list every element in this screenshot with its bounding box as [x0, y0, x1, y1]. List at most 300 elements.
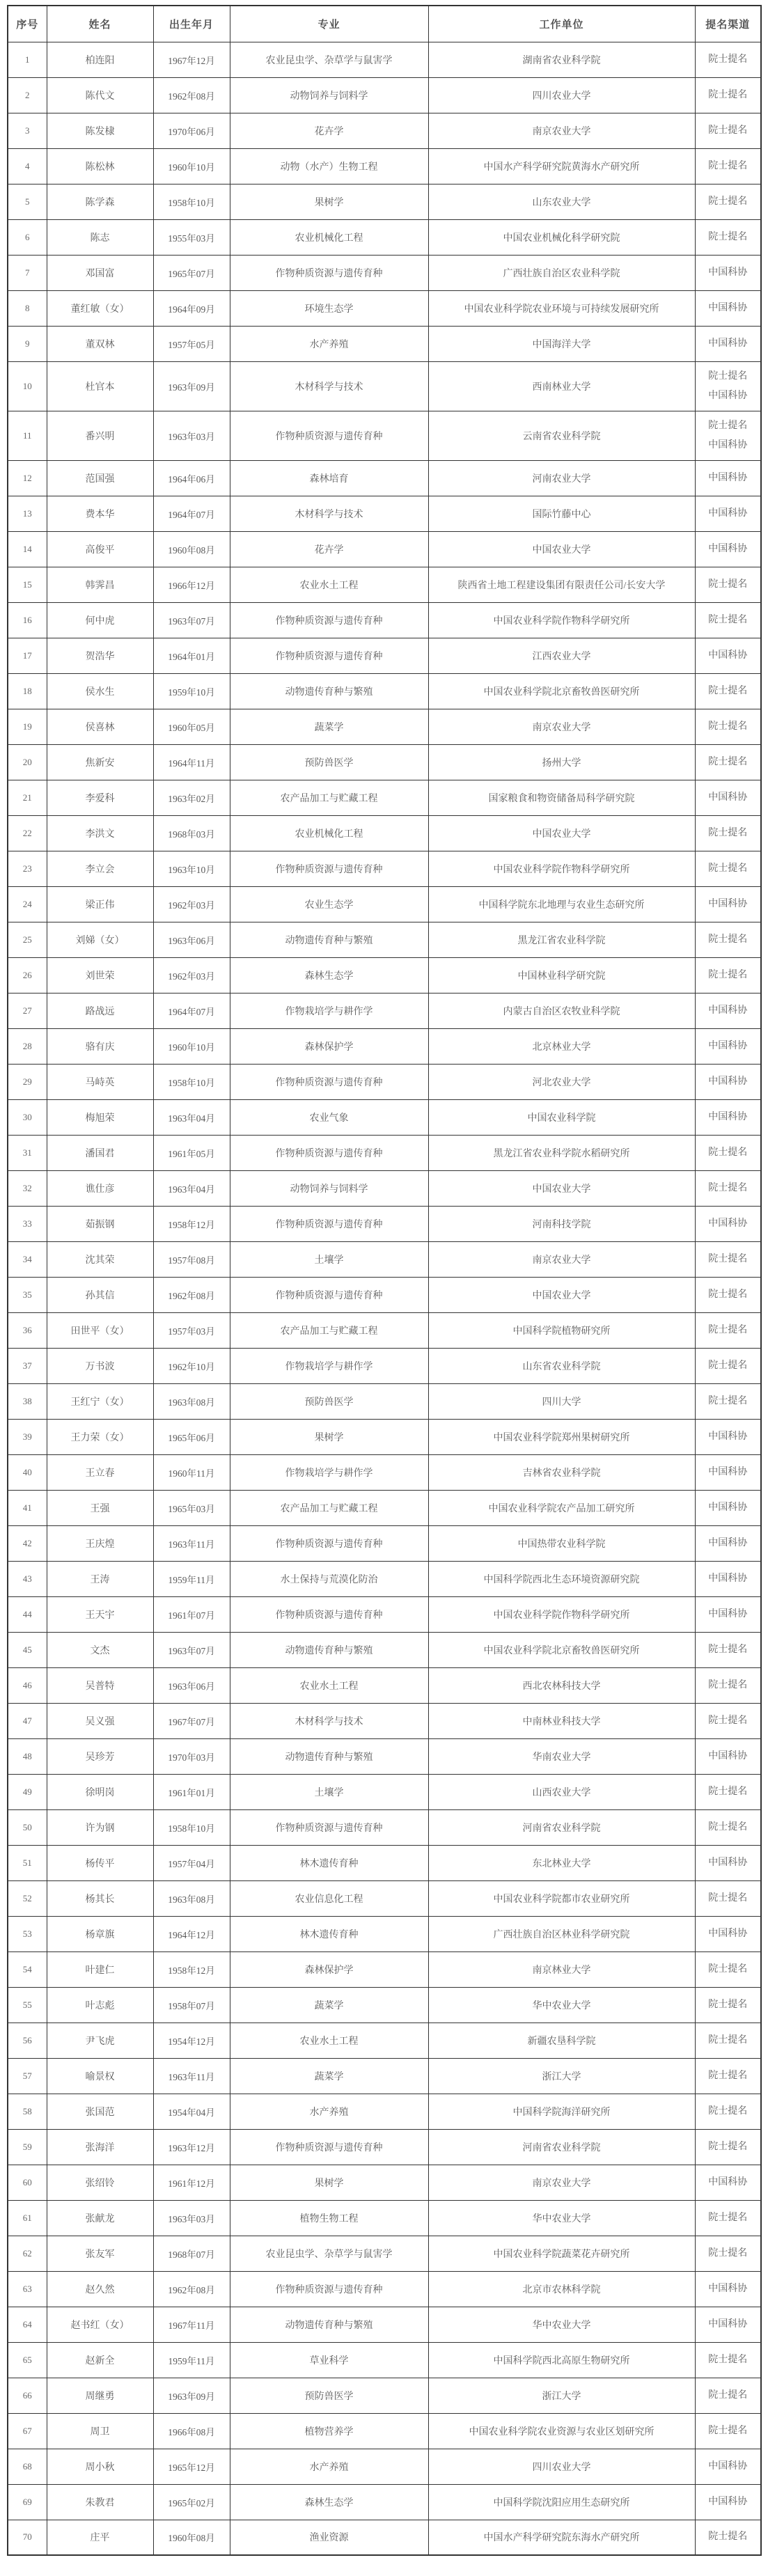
cell-org: 中国水产科学研究院东海水产研究所 — [428, 2520, 695, 2555]
channel-label: 院士提名 — [708, 1324, 748, 1335]
cell-major: 农业生态学 — [230, 886, 428, 922]
table-row — [8, 2023, 761, 2058]
cell-major: 农产品加工与贮藏工程 — [230, 1490, 428, 1525]
cell-org: 中国农业大学 — [428, 815, 695, 851]
cell-name: 何中虎 — [47, 602, 153, 638]
cell-channel — [695, 496, 761, 531]
table-row — [8, 219, 761, 255]
cell-channel — [695, 1383, 761, 1419]
cell-birth: 1965年06月 — [153, 1419, 230, 1454]
cell-channel — [695, 1312, 761, 1348]
cell-name: 范国强 — [47, 460, 153, 496]
cell-org: 南京农业大学 — [428, 1241, 695, 1277]
cell-serial: 19 — [8, 709, 47, 744]
cell-org: 南京农业大学 — [428, 709, 695, 744]
cell-serial: 51 — [8, 1845, 47, 1880]
cell-major: 农业水土工程 — [230, 2023, 428, 2058]
channel-label: 院士提名 — [708, 1679, 748, 1690]
cell-birth: 1965年12月 — [153, 2449, 230, 2484]
channel-label: 中国科协 — [708, 439, 748, 450]
cell-channel — [695, 638, 761, 673]
cell-channel — [695, 1667, 761, 1703]
cell-serial: 50 — [8, 1809, 47, 1845]
cell-org: 中国农业科学院农业资源与农业区划研究所 — [428, 2413, 695, 2449]
cell-name: 高俊平 — [47, 531, 153, 567]
cell-major: 作物种质资源与遗传育种 — [230, 1277, 428, 1312]
table-row — [8, 567, 761, 602]
cell-serial: 11 — [8, 411, 47, 460]
cell-name: 孙其信 — [47, 1277, 153, 1312]
cell-channel — [695, 1880, 761, 1916]
cell-org: 河南农业大学 — [428, 460, 695, 496]
channel-label: 中国科协 — [708, 1608, 748, 1619]
cell-major: 动物遗传育种与繁殖 — [230, 1632, 428, 1667]
cell-name: 番兴明 — [47, 411, 153, 460]
cell-serial: 40 — [8, 1454, 47, 1490]
cell-name: 梁正伟 — [47, 886, 153, 922]
cell-channel — [695, 2058, 761, 2094]
cell-name: 朱教君 — [47, 2484, 153, 2520]
cell-major: 预防兽医学 — [230, 744, 428, 780]
cell-channel — [695, 77, 761, 113]
cell-birth: 1968年07月 — [153, 2236, 230, 2271]
cell-major: 植物生物工程 — [230, 2200, 428, 2236]
channel-label: 中国科协 — [708, 2283, 748, 2294]
channel-label: 院士提名 — [708, 125, 748, 136]
channel-label: 院士提名 — [708, 89, 748, 100]
channel-label: 中国科协 — [708, 650, 748, 661]
cell-channel — [695, 184, 761, 219]
cell-birth: 1964年01月 — [153, 638, 230, 673]
channel-label: 院士提名 — [708, 1821, 748, 1832]
cell-channel — [695, 255, 761, 290]
cell-org: 中国农业科学院作物科学研究所 — [428, 851, 695, 886]
cell-org: 南京农业大学 — [428, 113, 695, 148]
cell-birth: 1964年09月 — [153, 290, 230, 326]
cell-major: 林木遗传育种 — [230, 1845, 428, 1880]
cell-name: 王力荣（女） — [47, 1419, 153, 1454]
cell-major: 农业昆虫学、杂草学与鼠害学 — [230, 42, 428, 77]
cell-name: 李立会 — [47, 851, 153, 886]
cell-birth: 1963年09月 — [153, 361, 230, 411]
column-header-birth: 出生年月 — [153, 6, 230, 42]
cell-org: 中国科学院海洋研究所 — [428, 2094, 695, 2129]
cell-name: 周继勇 — [47, 2378, 153, 2413]
cell-birth: 1960年10月 — [153, 148, 230, 184]
cell-serial: 38 — [8, 1383, 47, 1419]
table-row — [8, 1632, 761, 1667]
table-row — [8, 886, 761, 922]
cell-channel — [695, 411, 761, 460]
cell-channel — [695, 113, 761, 148]
cell-serial: 62 — [8, 2236, 47, 2271]
cell-channel — [695, 531, 761, 567]
cell-major: 动物遗传育种与繁殖 — [230, 673, 428, 709]
table-row — [8, 851, 761, 886]
channel-label: 院士提名 — [708, 1892, 748, 1903]
cell-org: 中国农业科学院郑州果树研究所 — [428, 1419, 695, 1454]
cell-org: 西北农林科技大学 — [428, 1667, 695, 1703]
table-row — [8, 531, 761, 567]
cell-serial: 57 — [8, 2058, 47, 2094]
cell-serial: 17 — [8, 638, 47, 673]
table-row — [8, 2307, 761, 2342]
table-row — [8, 1170, 761, 1206]
table-row — [8, 1419, 761, 1454]
cell-org: 山西农业大学 — [428, 1774, 695, 1809]
cell-org: 中国农业科学院农业环境与可持续发展研究所 — [428, 290, 695, 326]
cell-org: 中国科学院沈阳应用生态研究所 — [428, 2484, 695, 2520]
table-row — [8, 42, 761, 77]
cell-name: 董红敏（女） — [47, 290, 153, 326]
cell-name: 谯仕彦 — [47, 1170, 153, 1206]
cell-major: 预防兽医学 — [230, 2378, 428, 2413]
cell-org: 广西壮族自治区农业科学院 — [428, 255, 695, 290]
table-row — [8, 1525, 761, 1561]
cell-serial: 23 — [8, 851, 47, 886]
cell-major: 木材科学与技术 — [230, 361, 428, 411]
cell-name: 茹振钢 — [47, 1206, 153, 1241]
cell-birth: 1961年05月 — [153, 1135, 230, 1170]
cell-org: 四川农业大学 — [428, 2449, 695, 2484]
channel-label: 院士提名 — [708, 2354, 748, 2365]
cell-org: 河南科技学院 — [428, 1206, 695, 1241]
cell-birth: 1962年03月 — [153, 957, 230, 993]
cell-channel — [695, 1738, 761, 1774]
cell-name: 王立春 — [47, 1454, 153, 1490]
cell-org: 中国农业科学院农产品加工研究所 — [428, 1490, 695, 1525]
channel-label: 中国科协 — [708, 1005, 748, 1016]
cell-birth: 1963年08月 — [153, 1880, 230, 1916]
cell-name: 吴普特 — [47, 1667, 153, 1703]
cell-birth: 1955年03月 — [153, 219, 230, 255]
cell-channel — [695, 2520, 761, 2555]
table-row — [8, 496, 761, 531]
table-row — [8, 1667, 761, 1703]
cell-name: 叶建仁 — [47, 1951, 153, 1987]
cell-org: 中国热带农业科学院 — [428, 1525, 695, 1561]
cell-org: 华中农业大学 — [428, 2307, 695, 2342]
cell-major: 花卉学 — [230, 113, 428, 148]
table-row — [8, 638, 761, 673]
cell-birth: 1958年07月 — [153, 1987, 230, 2023]
cell-birth: 1963年03月 — [153, 411, 230, 460]
cell-channel — [695, 1028, 761, 1064]
table-row — [8, 411, 761, 460]
cell-channel — [695, 673, 761, 709]
table-row — [8, 1028, 761, 1064]
channel-label: 中国科协 — [708, 1218, 748, 1229]
cell-name: 李爱科 — [47, 780, 153, 815]
cell-channel — [695, 2413, 761, 2449]
cell-name: 杨其长 — [47, 1880, 153, 1916]
cell-channel — [695, 1987, 761, 2023]
cell-name: 刘娣（女） — [47, 922, 153, 957]
cell-org: 中国农业科学院作物科学研究所 — [428, 602, 695, 638]
cell-birth: 1963年02月 — [153, 780, 230, 815]
cell-channel — [695, 1703, 761, 1738]
cell-serial: 56 — [8, 2023, 47, 2058]
channel-label: 院士提名 — [708, 614, 748, 625]
cell-org: 中国农业大学 — [428, 1170, 695, 1206]
cell-name: 张海洋 — [47, 2129, 153, 2165]
channel-label: 院士提名 — [708, 2034, 748, 2045]
cell-org: 西南林业大学 — [428, 361, 695, 411]
channel-label: 院士提名 — [708, 2247, 748, 2259]
cell-org: 中国农业科学院蔬菜花卉研究所 — [428, 2236, 695, 2271]
cell-serial: 2 — [8, 77, 47, 113]
cell-serial: 70 — [8, 2520, 47, 2555]
table-row — [8, 2484, 761, 2520]
cell-name: 陈志 — [47, 219, 153, 255]
cell-birth: 1963年10月 — [153, 851, 230, 886]
channel-label: 中国科协 — [708, 302, 748, 313]
cell-channel — [695, 1241, 761, 1277]
cell-major: 作物栽培学与耕作学 — [230, 1348, 428, 1383]
cell-channel — [695, 1596, 761, 1632]
cell-channel — [695, 1490, 761, 1525]
cell-birth: 1964年07月 — [153, 496, 230, 531]
cell-name: 侯水生 — [47, 673, 153, 709]
cell-major: 森林生态学 — [230, 2484, 428, 2520]
cell-name: 梅旭荣 — [47, 1099, 153, 1135]
cell-name: 陈发棣 — [47, 113, 153, 148]
cell-serial: 43 — [8, 1561, 47, 1596]
cell-major: 土壤学 — [230, 1241, 428, 1277]
cell-major: 木材科学与技术 — [230, 1703, 428, 1738]
cell-serial: 39 — [8, 1419, 47, 1454]
cell-name: 王涛 — [47, 1561, 153, 1596]
cell-major: 作物种质资源与遗传育种 — [230, 1525, 428, 1561]
cell-org: 国际竹藤中心 — [428, 496, 695, 531]
table-row — [8, 2378, 761, 2413]
cell-major: 农业机械化工程 — [230, 219, 428, 255]
channel-label: 院士提名 — [708, 2070, 748, 2081]
cell-major: 植物营养学 — [230, 2413, 428, 2449]
cell-channel — [695, 886, 761, 922]
channel-label: 院士提名 — [708, 2212, 748, 2223]
cell-serial: 3 — [8, 113, 47, 148]
cell-birth: 1963年06月 — [153, 922, 230, 957]
cell-org: 中国农业科学院 — [428, 1099, 695, 1135]
channel-label: 中国科协 — [708, 1040, 748, 1051]
cell-birth: 1957年04月 — [153, 1845, 230, 1880]
cell-org: 中国农业科学院北京畜牧兽医研究所 — [428, 1632, 695, 1667]
cell-org: 山东农业大学 — [428, 184, 695, 219]
cell-org: 中国海洋大学 — [428, 326, 695, 361]
cell-major: 预防兽医学 — [230, 1383, 428, 1419]
cell-major: 作物种质资源与遗传育种 — [230, 638, 428, 673]
cell-major: 蔬菜学 — [230, 1987, 428, 2023]
cell-channel — [695, 1348, 761, 1383]
cell-channel — [695, 2342, 761, 2378]
cell-channel — [695, 709, 761, 744]
channel-label: 院士提名 — [708, 1395, 748, 1406]
cell-name: 庄平 — [47, 2520, 153, 2555]
cell-org: 吉林省农业科学院 — [428, 1454, 695, 1490]
cell-major: 花卉学 — [230, 531, 428, 567]
channel-label: 院士提名 — [708, 863, 748, 874]
cell-serial: 48 — [8, 1738, 47, 1774]
channel-label: 中国科协 — [708, 1076, 748, 1087]
cell-major: 动物遗传育种与繁殖 — [230, 922, 428, 957]
cell-serial: 18 — [8, 673, 47, 709]
channel-label: 中国科协 — [708, 1431, 748, 1442]
cell-birth: 1962年08月 — [153, 1277, 230, 1312]
cell-org: 四川农业大学 — [428, 77, 695, 113]
cell-channel — [695, 1064, 761, 1099]
table-row — [8, 77, 761, 113]
cell-org: 东北林业大学 — [428, 1845, 695, 1880]
cell-name: 徐明岗 — [47, 1774, 153, 1809]
table-row — [8, 744, 761, 780]
channel-label: 中国科协 — [708, 1928, 748, 1939]
cell-name: 周小秋 — [47, 2449, 153, 2484]
cell-org: 扬州大学 — [428, 744, 695, 780]
cell-org: 黑龙江省农业科学院 — [428, 922, 695, 957]
cell-org: 广西壮族自治区林业科学研究院 — [428, 1916, 695, 1951]
cell-birth: 1960年10月 — [153, 1028, 230, 1064]
cell-channel — [695, 1135, 761, 1170]
channel-label: 院士提名 — [708, 1715, 748, 1726]
table-row — [8, 113, 761, 148]
cell-major: 动物（水产）生物工程 — [230, 148, 428, 184]
cell-serial: 22 — [8, 815, 47, 851]
cell-major: 森林保护学 — [230, 1951, 428, 1987]
column-header-serial: 序号 — [8, 6, 47, 42]
cell-name: 许为钢 — [47, 1809, 153, 1845]
table-row — [8, 2520, 761, 2555]
cell-name: 赵书红（女） — [47, 2307, 153, 2342]
cell-serial: 1 — [8, 42, 47, 77]
cell-serial: 16 — [8, 602, 47, 638]
cell-birth: 1960年08月 — [153, 531, 230, 567]
cell-channel — [695, 1206, 761, 1241]
cell-birth: 1963年07月 — [153, 602, 230, 638]
cell-channel — [695, 1525, 761, 1561]
cell-channel — [695, 851, 761, 886]
cell-serial: 14 — [8, 531, 47, 567]
cell-serial: 12 — [8, 460, 47, 496]
cell-serial: 31 — [8, 1135, 47, 1170]
table-row — [8, 815, 761, 851]
cell-birth: 1964年07月 — [153, 993, 230, 1028]
cell-birth: 1958年10月 — [153, 184, 230, 219]
column-header-channel: 提名渠道 — [695, 6, 761, 42]
cell-serial: 29 — [8, 1064, 47, 1099]
channel-label: 中国科协 — [708, 472, 748, 483]
cell-serial: 59 — [8, 2129, 47, 2165]
cell-major: 动物饲养与饲料学 — [230, 1170, 428, 1206]
cell-serial: 46 — [8, 1667, 47, 1703]
cell-birth: 1968年03月 — [153, 815, 230, 851]
cell-serial: 32 — [8, 1170, 47, 1206]
cell-channel — [695, 993, 761, 1028]
cell-serial: 28 — [8, 1028, 47, 1064]
cell-birth: 1959年11月 — [153, 1561, 230, 1596]
cell-birth: 1966年12月 — [153, 567, 230, 602]
cell-org: 江西农业大学 — [428, 638, 695, 673]
cell-serial: 44 — [8, 1596, 47, 1632]
cell-org: 华中农业大学 — [428, 1987, 695, 2023]
cell-channel — [695, 1099, 761, 1135]
table-row — [8, 2200, 761, 2236]
cell-serial: 66 — [8, 2378, 47, 2413]
cell-birth: 1963年06月 — [153, 1667, 230, 1703]
cell-serial: 45 — [8, 1632, 47, 1667]
cell-channel — [695, 2236, 761, 2271]
table-row — [8, 922, 761, 957]
cell-name: 杨章旗 — [47, 1916, 153, 1951]
cell-major: 作物种质资源与遗传育种 — [230, 1064, 428, 1099]
table-row — [8, 1099, 761, 1135]
cell-birth: 1961年01月 — [153, 1774, 230, 1809]
cell-birth: 1964年12月 — [153, 1916, 230, 1951]
table-row — [8, 1596, 761, 1632]
cell-org: 河南省农业科学院 — [428, 1809, 695, 1845]
channel-label: 院士提名 — [708, 2105, 748, 2116]
table-row — [8, 1845, 761, 1880]
table-row — [8, 780, 761, 815]
cell-major: 农产品加工与贮藏工程 — [230, 780, 428, 815]
cell-name: 贺浩华 — [47, 638, 153, 673]
cell-major: 作物种质资源与遗传育种 — [230, 1135, 428, 1170]
table-row — [8, 1916, 761, 1951]
cell-serial: 42 — [8, 1525, 47, 1561]
cell-birth: 1965年03月 — [153, 1490, 230, 1525]
cell-org: 中国农业大学 — [428, 531, 695, 567]
table-row — [8, 2413, 761, 2449]
cell-serial: 24 — [8, 886, 47, 922]
cell-name: 尹飞虎 — [47, 2023, 153, 2058]
table-row — [8, 148, 761, 184]
table-row — [8, 2058, 761, 2094]
cell-major: 作物种质资源与遗传育种 — [230, 1809, 428, 1845]
cell-channel — [695, 957, 761, 993]
cell-name: 吴义强 — [47, 1703, 153, 1738]
cell-birth: 1962年08月 — [153, 77, 230, 113]
cell-birth: 1961年12月 — [153, 2165, 230, 2200]
cell-birth: 1963年04月 — [153, 1170, 230, 1206]
cell-org: 浙江大学 — [428, 2378, 695, 2413]
cell-major: 农业气象 — [230, 1099, 428, 1135]
cell-org: 湖南省农业科学院 — [428, 42, 695, 77]
channel-label: 中国科协 — [708, 2460, 748, 2472]
cell-major: 动物饲养与饲料学 — [230, 77, 428, 113]
cell-serial: 9 — [8, 326, 47, 361]
cell-channel — [695, 219, 761, 255]
cell-name: 叶志彪 — [47, 1987, 153, 2023]
cell-name: 田世平（女） — [47, 1312, 153, 1348]
cell-org: 中国林业科学研究院 — [428, 957, 695, 993]
cell-channel — [695, 1774, 761, 1809]
column-header-major: 专业 — [230, 6, 428, 42]
cell-major: 果树学 — [230, 2165, 428, 2200]
cell-name: 陈代文 — [47, 77, 153, 113]
cell-major: 草业科学 — [230, 2342, 428, 2378]
cell-serial: 53 — [8, 1916, 47, 1951]
cell-org: 北京林业大学 — [428, 1028, 695, 1064]
cell-channel — [695, 2023, 761, 2058]
cell-channel — [695, 922, 761, 957]
cell-serial: 36 — [8, 1312, 47, 1348]
cell-birth: 1965年02月 — [153, 2484, 230, 2520]
cell-org: 河南省农业科学院 — [428, 2129, 695, 2165]
cell-name: 喻景权 — [47, 2058, 153, 2094]
table-row — [8, 602, 761, 638]
cell-birth: 1959年10月 — [153, 673, 230, 709]
channel-label: 院士提名 — [708, 827, 748, 838]
